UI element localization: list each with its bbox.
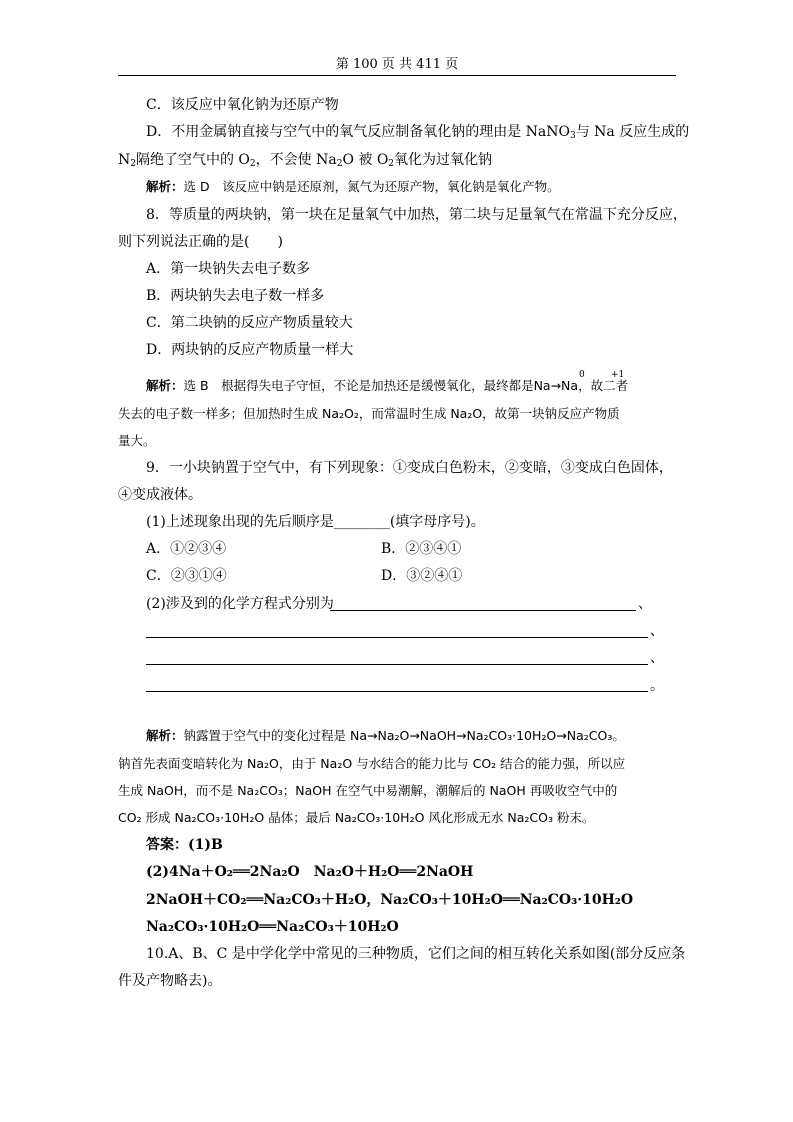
q8-oxidation-plus1: +1 — [611, 370, 625, 380]
q9-answer-3: 2NaOH＋CO₂══Na₂CO₃＋H₂O，Na₂CO₃＋10H₂O══Na₂CO₃·10H₂O — [146, 892, 634, 908]
q9-option-b: B．②③④① — [381, 541, 462, 557]
q10-stem: 10.A、B、C 是中学化学中常见的三种物质，它们之间的相互转化关系如图(部分反应条 — [146, 946, 686, 962]
q8-stem: 8．等质量的两块钠，第一块在足量氧气中加热，第二块与足量氧气在常温下充分反应， — [146, 207, 687, 223]
answer-line-1-punct: 、 — [638, 596, 652, 612]
answer-line-4 — [146, 691, 648, 692]
q7-option-c: C．该反应中氧化钠为还原产物 — [146, 97, 339, 113]
q8-oxidation-0: 0 — [579, 370, 585, 380]
q9-answer-2: (2)4Na＋O₂══2Na₂O Na₂O＋H₂O══2NaOH — [146, 864, 474, 880]
q8-option-b: B．两块钠失去电子数一样多 — [146, 288, 325, 304]
q9-sub1: (1)上述现象出现的先后顺序是________(填字母序号)。 — [146, 514, 485, 530]
q9-answer-1: 答案：(1)B — [146, 837, 223, 853]
q8-option-a: A．第一块钠失去电子数多 — [146, 261, 311, 277]
answer-line-1 — [330, 610, 636, 611]
q9-analysis-2: 钠首先表面变暗转化为 Na₂O，由于 Na₂O 与水结合的能力比与 CO₂ 结合的能力强，所以应 — [118, 756, 626, 771]
answer-line-3-punct: 、 — [650, 650, 664, 666]
q7-option-d-cont: $N_2$隔绝了空气中的 $O_2$，不会使 $Na_2O$ 被 $O_2$氧化为过氧化钠 — [118, 152, 493, 169]
q9-option-c: C．②③①④ — [146, 568, 227, 584]
q10-stem-cont: 件及产物略去)。 — [118, 973, 222, 989]
q9-sub2: (2)涉及到的化学方程式分别为 — [146, 596, 334, 612]
q8-option-d: D．两块钠的反应产物质量一样大 — [146, 342, 354, 358]
q9-analysis: 解析：钠露置于空气中的变化过程是 Na→Na₂O→NaOH→Na₂CO₃·10H₂O→Na₂CO₃。 — [146, 728, 625, 743]
q8-analysis-2: 失去的电子数一样多；但加热时生成 Na₂O₂，而常温时生成 Na₂O，故第一块钠反应产物质 — [118, 406, 620, 421]
q9-analysis-4: CO₂ 形成 Na₂CO₃·10H₂O 晶体；最后 Na₂CO₃·10H₂O 风化形成无水 Na₂CO₃ 粉末。 — [118, 810, 595, 825]
q9-stem-cont: ④变成液体。 — [118, 487, 202, 503]
q8-stem-cont: 则下列说法正确的是( ) — [118, 234, 283, 250]
q7-option-d: D．不用金属钠直接与空气中的氧气反应制备氧化钠的理由是 NaNO$_3$与 Na 反应生成的 — [146, 124, 690, 141]
answer-line-2-punct: 、 — [650, 623, 664, 639]
q9-answer-4: Na₂CO₃·10H₂O══Na₂CO₃＋10H₂O — [146, 919, 399, 935]
answer-line-4-punct: 。 — [650, 678, 664, 694]
q8-analysis: 解析：选 B 根据得失电子守恒，不论是加热还是缓慢氧化，最终都是Na→Na，故二者 — [146, 378, 629, 393]
q9-stem: 9．一小块钠置于空气中，有下列现象：①变成白色粉末，②变暗，③变成白色固体， — [146, 460, 673, 476]
q8-analysis-3: 量大。 — [118, 433, 156, 448]
q9-option-d: D．③②④① — [381, 568, 463, 584]
answer-line-2 — [146, 637, 648, 638]
q9-analysis-3: 生成 NaOH，而不是 Na₂CO₃；NaOH 在空气中易潮解，潮解后的 NaOH 再吸收空气中的 — [118, 783, 618, 798]
q7-analysis: 解析：选 D 该反应中钠是还原剂，氮气为还原产物，氧化钠是氧化产物。 — [146, 179, 560, 194]
q9-option-a: A．①②③④ — [146, 541, 227, 557]
page-header: 第 100 页 共 411 页 — [118, 55, 676, 76]
q8-option-c: C．第二块钠的反应产物质量较大 — [146, 315, 353, 331]
answer-line-3 — [146, 664, 648, 665]
